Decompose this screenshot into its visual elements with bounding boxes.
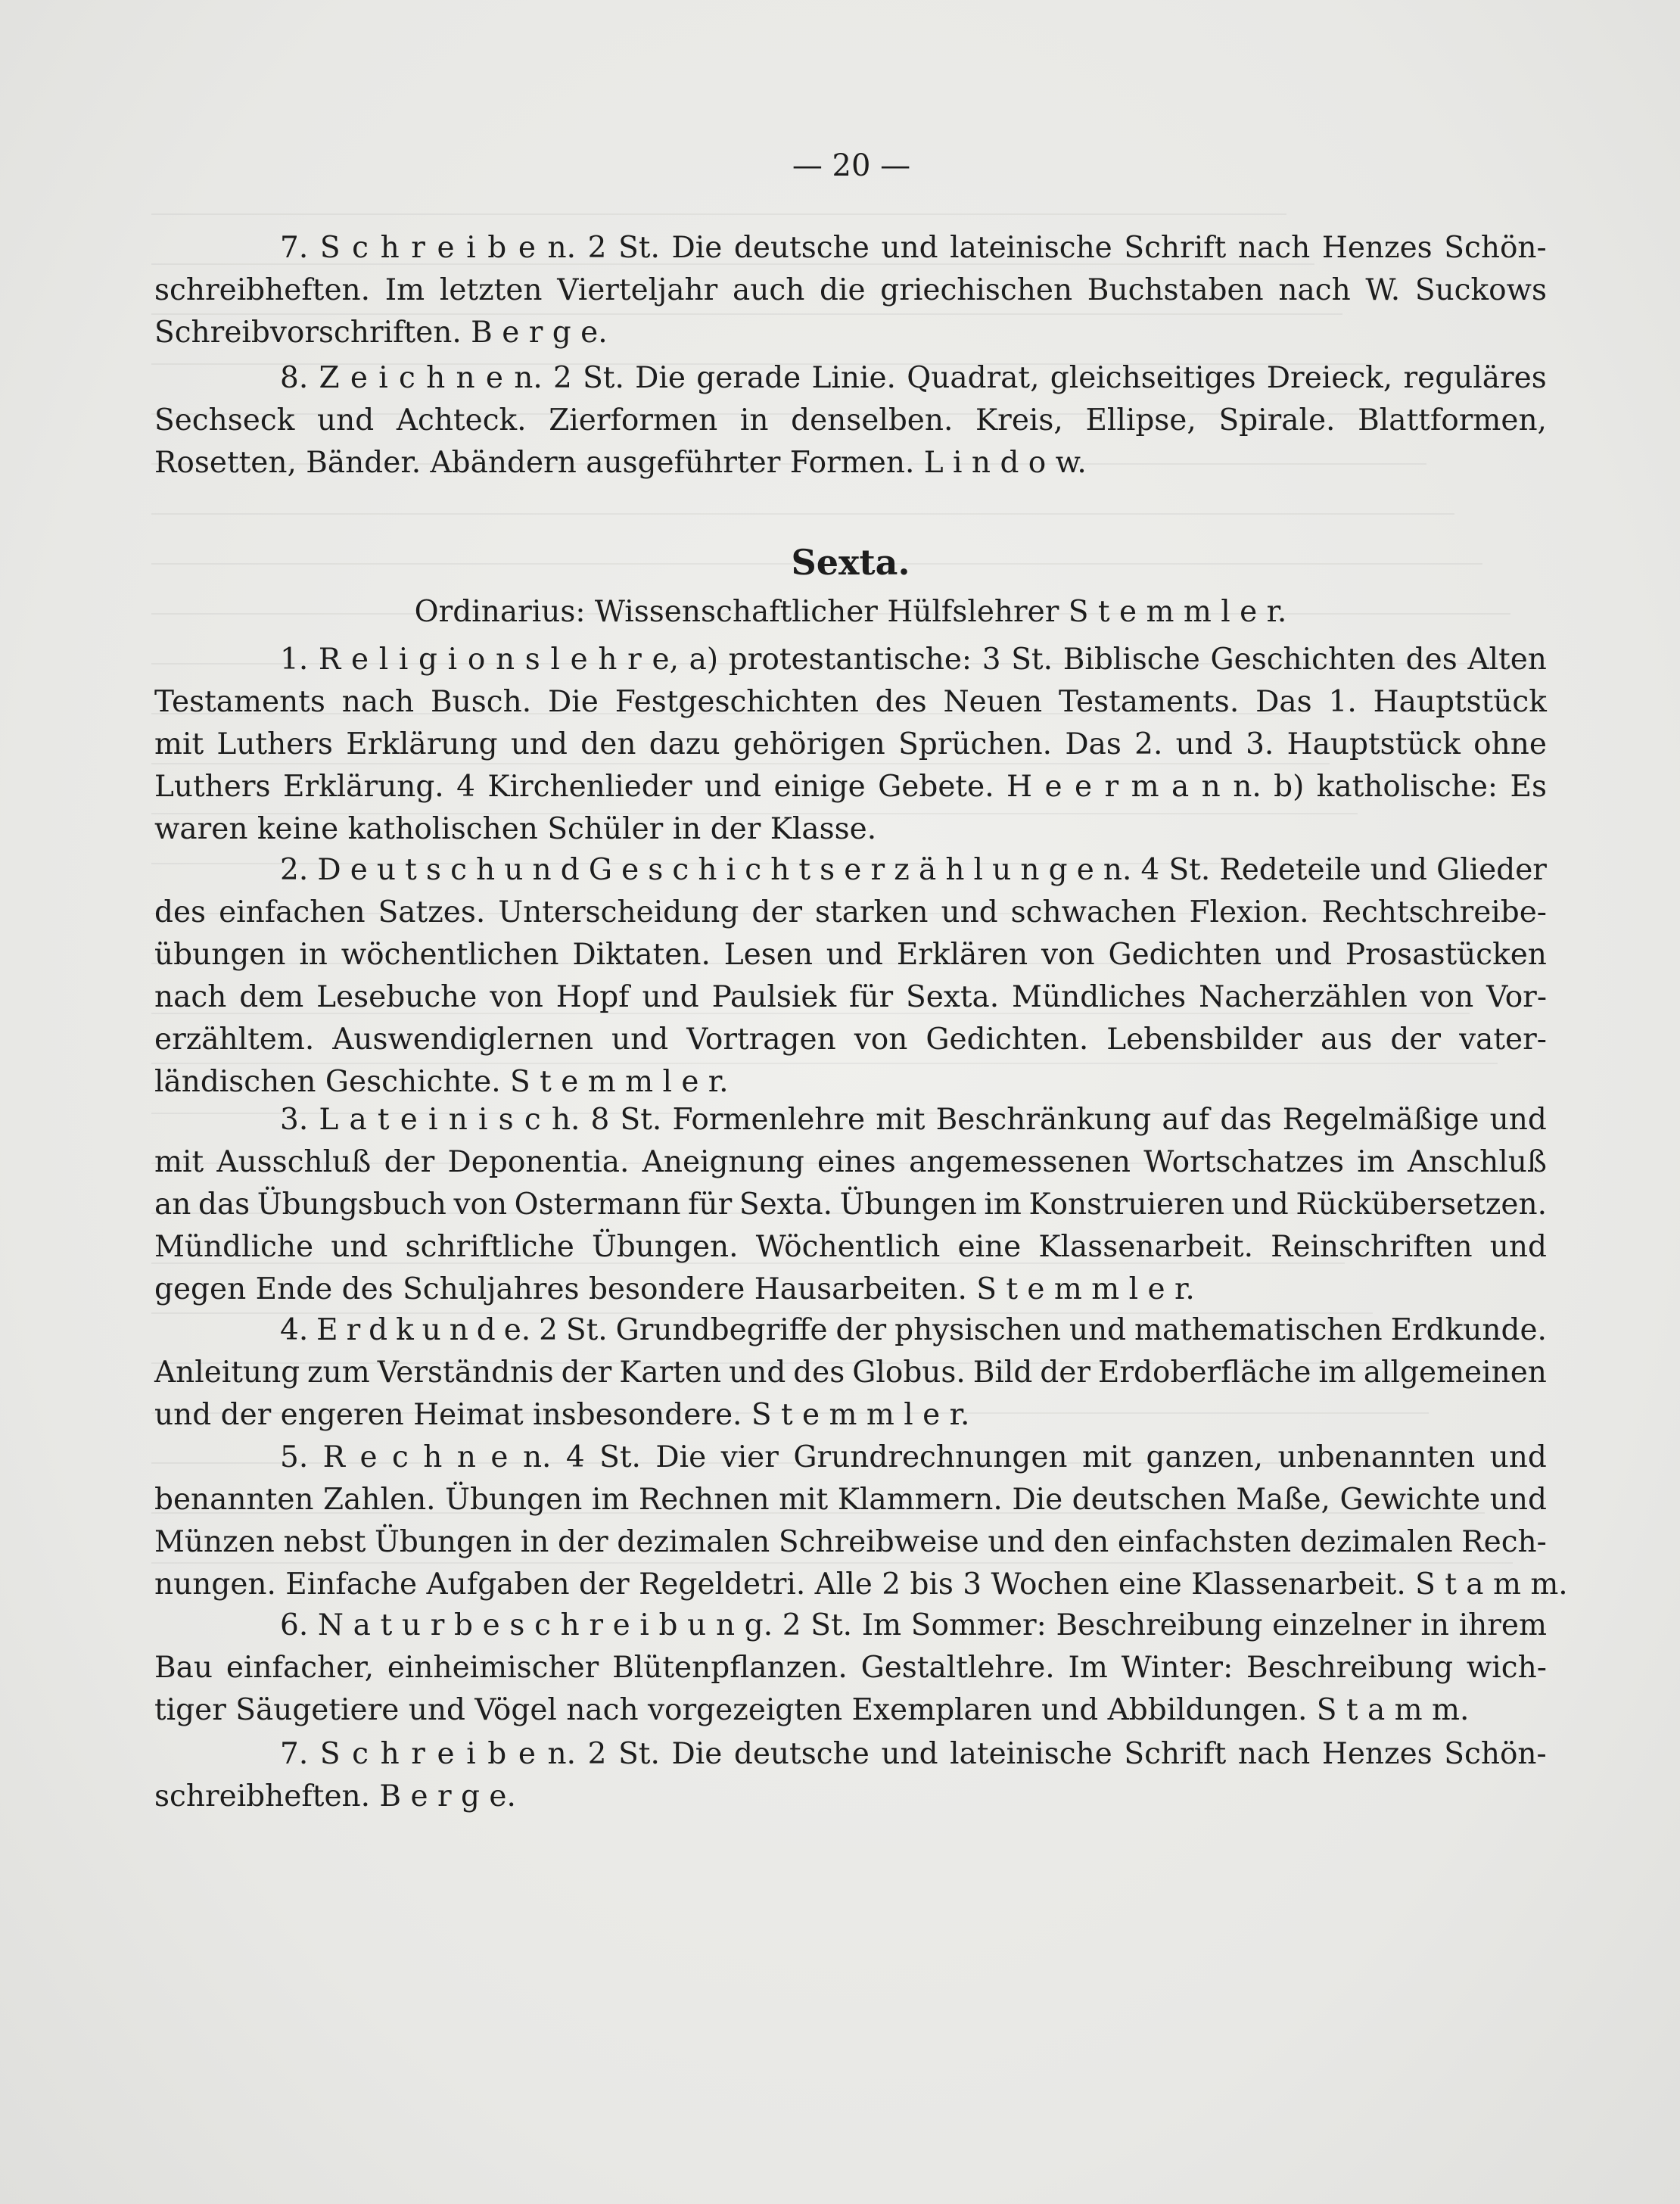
paragraph-schreiben-top — [154, 227, 1547, 354]
paragraph-zeichnen — [154, 357, 1547, 484]
text-line: Münzen nebst Übungen in der dezimalen Schreibweise und den einfachsten dezimalen Rech- — [154, 1525, 1547, 1559]
text-line: gegen Ende des Schuljahres besondere Hausarbeiten. S t e m m l e r. — [154, 1272, 1195, 1306]
text-line: 4. E r d k u n d e. 2 St. Grundbegriffe der physischen und mathematischen Erdkunde. — [280, 1313, 1547, 1347]
text-line: 2. D e u t s c h u n d G e s c h i c h t s e r z ä h l u n g e n. 4 St. Redeteile und Glieder — [280, 853, 1547, 887]
text-line: 7. S c h r e i b e n. 2 St. Die deutsche und lateinische Schrift nach Henzes Schön- — [280, 1737, 1547, 1771]
paragraph-religionslehre — [154, 639, 1547, 851]
text-line: Schreibvorschriften. B e r g e. — [154, 316, 608, 350]
text-line: 8. Z e i c h n e n. 2 St. Die gerade Linie. Quadrat, gleichseitiges Dreieck, reguläres — [280, 361, 1547, 395]
text-line: 1. R e l i g i o n s l e h r e, a) protestantische: 3 St. Biblische Geschichten des Alten — [280, 643, 1547, 677]
text-line: Mündliche und schriftliche Übungen. Wöchentlich eine Klassenarbeit. Reinschriften und — [154, 1230, 1547, 1264]
text-line: waren keine katholischen Schüler in der Klasse. — [154, 812, 877, 846]
text-line: tiger Säugetiere und Vögel nach vorgezeigten Exemplaren und Abbildungen. S t a m m. — [154, 1693, 1470, 1727]
text-line: des einfachen Satzes. Unterscheidung der starken und schwachen Flexion. Rechtschreibe- — [154, 895, 1547, 929]
ordinarius-line: Ordinarius: Wissenschaftlicher Hülfslehrer S t e m m l e r. — [414, 595, 1287, 629]
text-line: nungen. Einfache Aufgaben der Regeldetri. Alle 2 bis 3 Wochen eine Klassenarbeit. S t a m m. — [154, 1567, 1568, 1602]
text-line: 6. N a t u r b e s c h r e i b u n g. 2 St. Im Sommer: Beschreibung einzelner in ihrem — [280, 1608, 1547, 1642]
text-line: und der engeren Heimat insbesondere. S t e m m l e r. — [154, 1398, 970, 1432]
paragraph-deutsch — [154, 849, 1547, 1104]
text-line: Rosetten, Bänder. Abändern ausgeführter Formen. L i n d o w. — [154, 446, 1087, 480]
text-line: übungen in wöchentlichen Diktaten. Lesen und Erklären von Gedichten und Prosastücken — [154, 938, 1547, 972]
text-line: Testaments nach Busch. Die Festgeschichten des Neuen Testaments. Das 1. Hauptstück — [154, 685, 1547, 719]
text-line: ländischen Geschichte. S t e m m l e r. — [154, 1065, 729, 1099]
paragraph-schreiben-sexta — [154, 1733, 1547, 1818]
text-line: benannten Zahlen. Übungen im Rechnen mit Klammern. Die deutschen Maße, Gewichte und — [154, 1483, 1547, 1517]
text-line: 3. L a t e i n i s c h. 8 St. Formenlehre mit Beschränkung auf das Regelmäßige und — [280, 1103, 1547, 1137]
text-line: schreibheften. B e r g e. — [154, 1779, 516, 1813]
text-line: erzähltem. Auswendiglernen und Vortragen von Gedichten. Lebensbilder aus der vater- — [154, 1023, 1547, 1057]
text-line: Sechseck und Achteck. Zierformen in denselben. Kreis, Ellipse, Spirale. Blattformen, — [154, 403, 1547, 437]
text-line: 7. S c h r e i b e n. 2 St. Die deutsche und lateinische Schrift nach Henzes Schön- — [280, 231, 1547, 265]
text-line: an das Übungsbuch von Ostermann für Sexta. Übungen im Konstruieren und Rückübersetzen. — [154, 1188, 1547, 1222]
text-line: Anleitung zum Verständnis der Karten und des Globus. Bild der Erdoberfläche im allgemeinen — [154, 1356, 1547, 1390]
text-line: mit Luthers Erklärung und den dazu gehörigen Sprüchen. Das 2. und 3. Hauptstück ohne — [154, 727, 1547, 761]
text-line: nach dem Lesebuche von Hopf und Paulsiek für Sexta. Mündliches Nacherzählen von Vor- — [154, 980, 1547, 1014]
page-number: — 20 — — [792, 148, 911, 183]
text-line: mit Ausschluß der Deponentia. Aneignung eines angemessenen Wortschatzes im Anschluß — [154, 1145, 1547, 1179]
paragraph-erdkunde — [154, 1309, 1547, 1437]
paragraph-lateinisch — [154, 1099, 1547, 1311]
text-line: schreibheften. Im letzten Vierteljahr auch die griechischen Buchstaben nach W. Suckows — [154, 273, 1547, 307]
paragraph-rechnen — [154, 1437, 1568, 1606]
text-line: Bau einfacher, einheimischer Blütenpflanzen. Gestaltlehre. Im Winter: Beschreibung wich- — [154, 1651, 1547, 1685]
text-line: Luthers Erklärung. 4 Kirchenlieder und einige Gebete. H e e r m a n n. b) katholische: Es — [154, 770, 1547, 804]
text-line: 5. R e c h n e n. 4 St. Die vier Grundrechnungen mit ganzen, unbenannten und — [280, 1440, 1547, 1474]
paragraph-naturbeschreibung — [154, 1605, 1547, 1732]
section-heading-sexta: Sexta. — [791, 542, 910, 583]
